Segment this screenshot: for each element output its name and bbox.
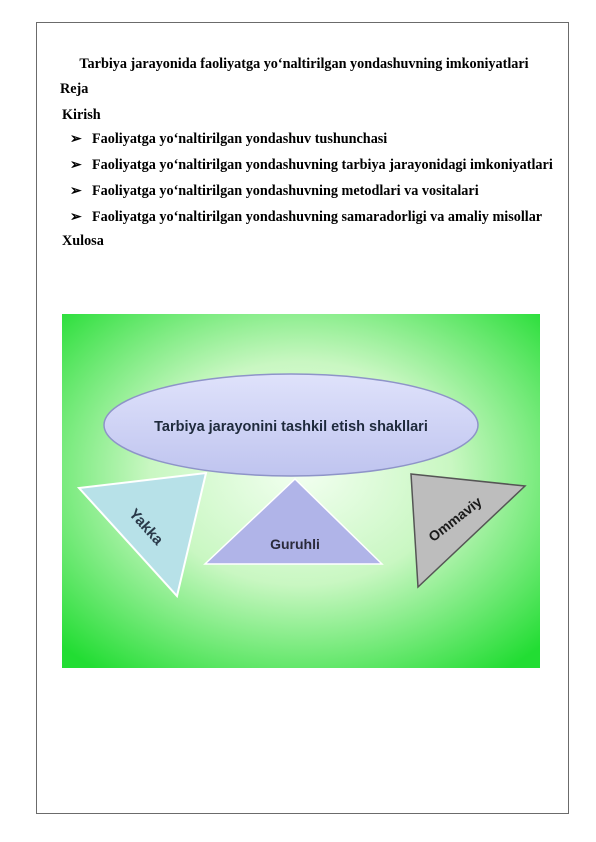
outline-item bbox=[70, 126, 553, 152]
outline-item-text: Faoliyatga yo‘naltirilgan yondashuvning tarbiya jarayonidagi imkoniyatlari bbox=[92, 156, 553, 173]
outline-item bbox=[70, 204, 553, 230]
forms-diagram bbox=[62, 314, 540, 668]
yakka-label: Yakka bbox=[125, 505, 167, 549]
reja-heading: Reja bbox=[60, 81, 89, 97]
outline-item bbox=[70, 152, 553, 178]
arrow-bullet-icon: ➢ bbox=[70, 209, 82, 225]
outline-list bbox=[70, 126, 553, 230]
outline-item-text: Faoliyatga yo‘naltirilgan yondashuv tushunchasi bbox=[92, 130, 388, 147]
arrow-bullet-icon: ➢ bbox=[70, 183, 82, 199]
ommaviy-label: Ommaviy bbox=[425, 493, 485, 545]
main-ellipse-label: Tarbiya jarayonini tashkil etish shakllari bbox=[154, 419, 428, 435]
arrow-bullet-icon: ➢ bbox=[70, 157, 82, 173]
xulosa-heading: Xulosa bbox=[62, 233, 104, 249]
forms-diagram-svg bbox=[62, 314, 540, 668]
outline-item bbox=[70, 178, 553, 204]
outline-item-text: Faoliyatga yo‘naltirilgan yondashuvning metodlari va vositalari bbox=[92, 182, 479, 199]
outline-item-text: Faoliyatga yo‘naltirilgan yondashuvning samaradorligi va amaliy misollar bbox=[92, 208, 543, 225]
kirish-heading: Kirish bbox=[62, 107, 101, 123]
document-title: Tarbiya jarayonida faoliyatga yo‘naltirilgan yondashuvning imkoniyatlari bbox=[79, 56, 529, 72]
guruhli-label: Guruhli bbox=[270, 536, 320, 552]
arrow-bullet-icon: ➢ bbox=[70, 131, 82, 147]
